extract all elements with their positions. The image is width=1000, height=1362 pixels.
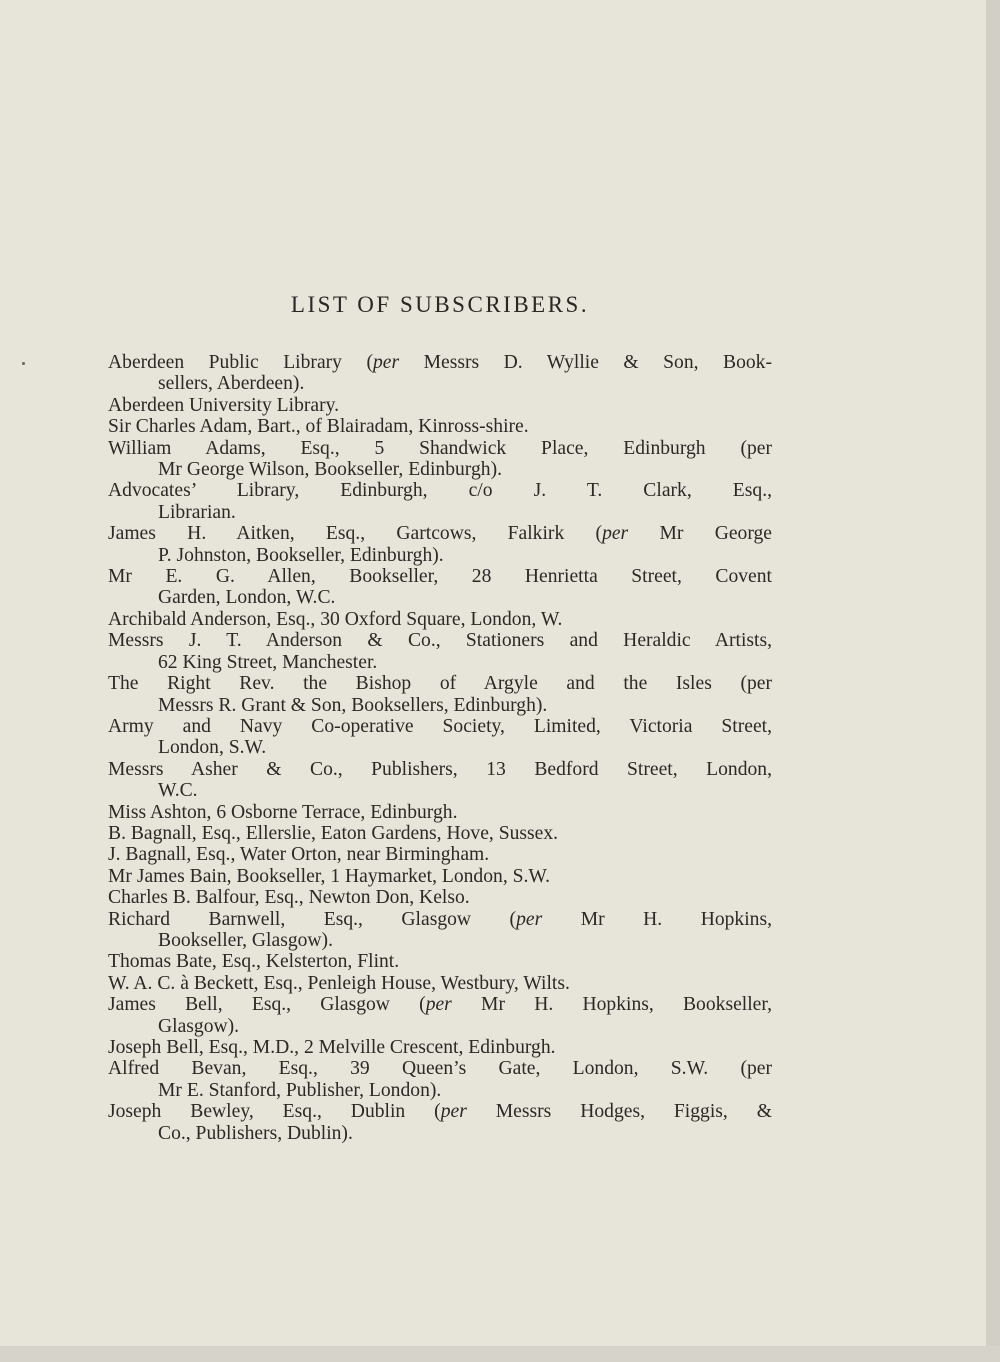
page-edge-right xyxy=(986,0,1000,1362)
list-item xyxy=(108,1037,772,1058)
entry-line: Mr James Bain, Bookseller, 1 Haymarket, London, S.W. xyxy=(108,865,551,887)
entry-line: Thomas Bate, Esq., Kelsterton, Flint. xyxy=(108,951,400,973)
entry-line: Aberdeen Public Library (per Messrs D. Wyllie & Son, Book- xyxy=(108,352,772,373)
list-item xyxy=(108,480,772,523)
list-item xyxy=(108,1101,772,1144)
subscriber-list xyxy=(108,352,772,1144)
entry-line: Charles B. Balfour, Esq., Newton Don, Kelso. xyxy=(108,887,470,909)
list-item xyxy=(108,951,772,972)
entry-line: Miss Ashton, 6 Osborne Terrace, Edinburgh. xyxy=(108,801,458,823)
entry-continuation: Mr George Wilson, Bookseller, Edinburgh). xyxy=(158,459,502,481)
list-item xyxy=(108,802,772,823)
list-item xyxy=(108,1058,772,1101)
list-item xyxy=(108,844,772,865)
entry-line: Advocates’ Library, Edinburgh, c/o J. T. Clark, Esq., xyxy=(108,480,772,502)
entry-line: B. Bagnall, Esq., Ellerslie, Eaton Gardens, Hove, Sussex. xyxy=(108,822,559,844)
list-item xyxy=(108,609,772,630)
list-item xyxy=(108,866,772,887)
entry-continuation: P. Johnston, Bookseller, Edinburgh). xyxy=(158,544,444,566)
list-item xyxy=(108,994,772,1037)
entry-line: James H. Aitken, Esq., Gartcows, Falkirk (per Mr George xyxy=(108,523,773,545)
entry-continuation: London, S.W. xyxy=(158,737,267,759)
list-item xyxy=(108,438,772,481)
entry-line: Army and Navy Co-operative Society, Limited, Victoria Street, xyxy=(108,715,772,737)
paper-speck xyxy=(22,362,25,365)
list-item xyxy=(108,716,772,759)
entry-line: Aberdeen University Library. xyxy=(108,394,340,416)
entry-continuation: 62 King Street, Manchester. xyxy=(158,651,378,673)
entry-line: J. Bagnall, Esq., Water Orton, near Birmingham. xyxy=(108,844,490,866)
entry-line: James Bell, Esq., Glasgow (per Mr H. Hopkins, Bookseller, xyxy=(108,994,772,1016)
list-item xyxy=(108,566,772,609)
per-italic: per xyxy=(425,994,452,1016)
entry-line: Messrs J. T. Anderson & Co., Stationers and Heraldic Artists, xyxy=(108,630,772,652)
list-item xyxy=(108,973,772,994)
entry-continuation: Mr E. Stanford, Publisher, London). xyxy=(158,1079,442,1101)
list-item xyxy=(108,823,772,844)
entry-line: Joseph Bell, Esq., M.D., 2 Melville Crescent, Edinburgh. xyxy=(108,1037,556,1058)
entry-line: Archibald Anderson, Esq., 30 Oxford Square, London, W. xyxy=(108,608,563,630)
entry-continuation: Co., Publishers, Dublin). xyxy=(158,1122,353,1144)
entry-line: Messrs Asher & Co., Publishers, 13 Bedford Street, London, xyxy=(108,758,772,780)
list-item xyxy=(108,395,772,416)
entry-continuation: Messrs R. Grant & Son, Booksellers, Edinburgh). xyxy=(158,694,548,716)
page-edge-bottom xyxy=(0,1346,1000,1362)
entry-line: Mr E. G. Allen, Bookseller, 28 Henrietta Street, Covent xyxy=(108,566,772,588)
entry-line: Alfred Bevan, Esq., 39 Queen’s Gate, London, S.W. (per xyxy=(108,1058,772,1080)
per-italic: per xyxy=(602,523,629,545)
entry-continuation: Bookseller, Glasgow). xyxy=(158,929,333,951)
entry-continuation: W.C. xyxy=(158,780,198,802)
entry-continuation: Glasgow). xyxy=(158,1015,240,1037)
list-item xyxy=(108,909,772,952)
list-item xyxy=(108,523,772,566)
entry-line: W. A. C. à Beckett, Esq., Penleigh House, Westbury, Wilts. xyxy=(108,972,570,994)
entry-continuation: Garden, London, W.C. xyxy=(158,587,336,609)
per-italic: per xyxy=(372,352,400,373)
entry-line: William Adams, Esq., 5 Shandwick Place, Edinburgh (per xyxy=(108,437,772,459)
per-italic: per xyxy=(440,1101,467,1123)
entry-line: Richard Barnwell, Esq., Glasgow (per Mr H. Hopkins, xyxy=(108,908,772,930)
page-title: LIST OF SUBSCRIBERS. xyxy=(290,292,590,317)
list-item xyxy=(108,630,772,673)
list-item xyxy=(108,887,772,908)
entry-continuation: Librarian. xyxy=(158,501,236,523)
entry-line: The Right Rev. the Bishop of Argyle and the Isles (per xyxy=(108,673,772,695)
per-italic: per xyxy=(516,908,543,930)
entry-line: Joseph Bewley, Esq., Dublin (per Messrs Hodges, Figgis, & xyxy=(108,1101,772,1123)
entry-line: Sir Charles Adam, Bart., of Blairadam, Kinross-shire. xyxy=(108,416,529,438)
list-item xyxy=(108,352,772,395)
entry-continuation: sellers, Aberdeen). xyxy=(158,373,305,395)
list-item xyxy=(108,759,772,802)
list-item xyxy=(108,673,772,716)
list-item xyxy=(108,416,772,437)
